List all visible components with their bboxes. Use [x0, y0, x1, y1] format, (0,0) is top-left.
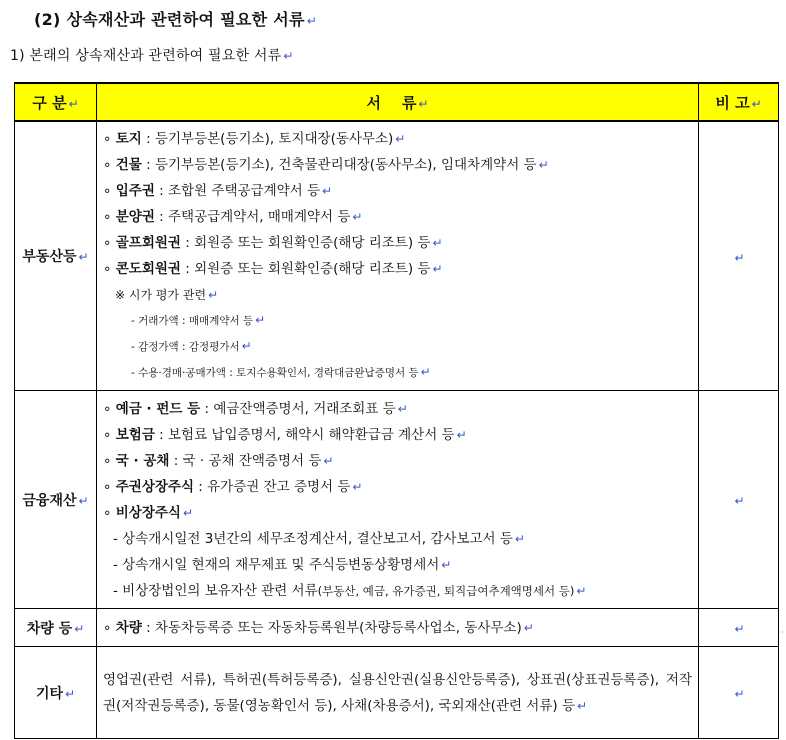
- header-documents: 서 류 ↵: [97, 83, 699, 121]
- table-header-row: [15, 83, 779, 121]
- list-item: - 상속개시일전 3년간의 세무조정계산서, 결산보고서, 감사보고서 등 ↵: [113, 530, 525, 547]
- documents-table: [14, 82, 779, 739]
- category-financial: 금융재산 ↵: [15, 391, 97, 609]
- list-item: ∘ 예금 · 펀드 등 : 예금잔액증명서, 거래조회표 등 ↵: [103, 400, 408, 417]
- note-financial: [699, 391, 779, 609]
- list-item: - 감정가액 : 감정평가서 ↵: [131, 339, 252, 353]
- market-value-note-title: ※ 시가 평가 관련 ↵: [115, 288, 219, 302]
- return-mark-icon: ↵: [538, 158, 549, 172]
- return-mark-icon: ↵: [352, 210, 363, 224]
- return-mark-icon: ↵: [577, 698, 588, 713]
- return-mark-icon: ↵: [283, 49, 294, 63]
- list-item: ∘ 보험금 : 보험료 납입증명서, 해약시 해약환급금 계산서 등 ↵: [103, 426, 467, 443]
- list-item: - 비상장법인의 보유자산 관련 서류(부동산, 예금, 유가증권, 퇴직급여추계액명세서 등) ↵: [113, 582, 587, 599]
- documents-other: [97, 647, 699, 739]
- stray-mark-icon: ·: [781, 628, 784, 637]
- return-mark-icon: ↵: [323, 453, 334, 468]
- return-mark-icon: ↵: [734, 250, 745, 265]
- return-mark-icon: ↵: [182, 505, 194, 520]
- subsection-heading: 1) 본래의 상속재산과 관련하여 필요한 서류 ↵: [10, 48, 294, 64]
- list-item: ∘ 입주권 : 조합원 주택공급계약서 등 ↵: [103, 183, 333, 199]
- list-item: ∘ 분양권 : 주택공급계약서, 매매계약서 등 ↵: [103, 209, 363, 225]
- return-mark-icon: ↵: [397, 401, 408, 416]
- return-mark-icon: ↵: [418, 96, 429, 111]
- return-mark-icon: ↵: [420, 365, 431, 379]
- list-item: ∘ 국 · 공채 : 국 · 공채 잔액증명서 등 ↵: [103, 452, 334, 469]
- list-item: ∘ 토지 : 등기부등본(등기소), 토지대장(동사무소) ↵: [103, 131, 406, 147]
- return-mark-icon: ↵: [255, 313, 266, 327]
- return-mark-icon: ↵: [734, 494, 745, 508]
- return-mark-icon: ↵: [68, 96, 79, 111]
- list-item: ∘ 비상장주식 ↵: [103, 504, 194, 521]
- return-mark-icon: ↵: [306, 14, 318, 28]
- section-heading: (2) 상속재산과 관련하여 필요한 서류 ↵: [34, 10, 318, 29]
- return-mark-icon: ↵: [734, 622, 745, 636]
- return-mark-icon: ↵: [78, 493, 89, 508]
- list-item: ∘ 건물 : 등기부등본(등기소), 건축물관리대장(동사무소), 임대차계약서 등 ↵: [103, 157, 549, 173]
- other-documents-text: 영업권(관련 서류), 특허권(특허등록증), 실용신안권(실용신안등록증), 상표권(상표권등록증), 저작권(저작권등록증), 동물(영농확인서 등), 사채(차용증서), 국외재산(관련 서류) 등 ↵: [103, 671, 692, 714]
- return-mark-icon: ↵: [751, 96, 762, 111]
- return-mark-icon: ↵: [523, 620, 534, 635]
- documents-vehicle: [97, 609, 699, 647]
- return-mark-icon: ↵: [395, 132, 406, 146]
- category-vehicle: 차량 등 ↵: [15, 609, 97, 647]
- list-item: ∘ 주권상장주식 : 유가증권 잔고 증명서 등 ↵: [103, 478, 363, 495]
- return-mark-icon: ↵: [352, 479, 363, 494]
- list-item: ∘ 차량 : 차동차등록증 또는 자동차등록원부(차량등록사업소, 동사무소) ↵: [103, 619, 534, 636]
- return-mark-icon: ↵: [65, 686, 76, 701]
- return-mark-icon: ↵: [456, 427, 467, 442]
- list-item: - 거래가액 : 매매계약서 등 ↵: [131, 313, 266, 327]
- list-item: - 수용·경매·공매가액 : 토지수용확인서, 경락대금완납증명서 등 ↵: [131, 365, 431, 379]
- table-row: [15, 647, 779, 739]
- documents-real-estate: [97, 121, 699, 391]
- documents-financial: [97, 391, 699, 609]
- note-vehicle: [699, 609, 779, 647]
- header-category: 구 분 ↵: [15, 83, 97, 121]
- table-row: [15, 121, 779, 391]
- list-item: ∘ 콘도회원권 : 외원증 또는 회원확인증(해당 리조트) 등 ↵: [103, 261, 443, 277]
- list-item: - 상속개시일 현재의 재무제표 및 주식등변동상황명세서 ↵: [113, 556, 452, 573]
- return-mark-icon: ↵: [432, 262, 443, 276]
- return-mark-icon: ↵: [734, 687, 745, 701]
- return-mark-icon: ↵: [441, 557, 452, 572]
- return-mark-icon: ↵: [576, 583, 587, 598]
- note-other: [699, 647, 779, 739]
- list-item: ∘ 골프회원권 : 회원증 또는 회원확인증(해당 리조트) 등 ↵: [103, 235, 443, 251]
- return-mark-icon: ↵: [241, 339, 252, 353]
- return-mark-icon: ↵: [514, 531, 525, 546]
- return-mark-icon: ↵: [432, 236, 443, 250]
- return-mark-icon: ↵: [78, 250, 89, 264]
- category-other: 기타 ↵: [15, 647, 97, 739]
- header-note: 비 고 ↵: [699, 83, 779, 121]
- table-row: [15, 609, 779, 647]
- category-real-estate: 부동산등 ↵: [15, 121, 97, 391]
- return-mark-icon: ↵: [208, 288, 219, 302]
- return-mark-icon: ↵: [74, 621, 85, 636]
- note-real-estate: [699, 121, 779, 391]
- return-mark-icon: ↵: [322, 184, 333, 198]
- table-row: [15, 391, 779, 609]
